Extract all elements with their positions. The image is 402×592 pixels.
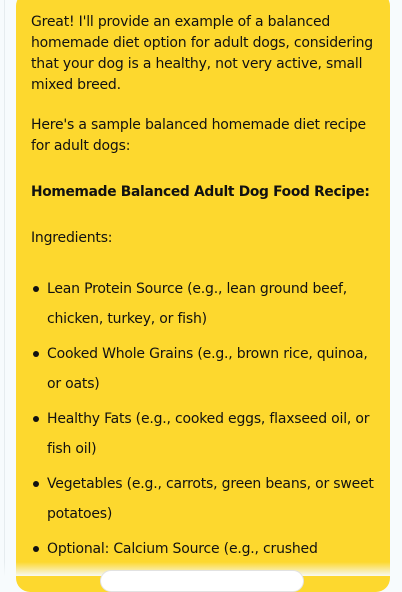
bullet-icon — [33, 351, 39, 357]
list-item — [31, 339, 376, 399]
ingredient-text: Cooked Whole Grains (e.g., brown rice, quinoa, or oats) — [47, 346, 368, 392]
scroll-to-bottom-button[interactable] — [100, 570, 304, 592]
list-item — [31, 404, 376, 464]
list-item — [31, 274, 376, 334]
list-item — [31, 534, 376, 564]
bullet-icon — [33, 481, 39, 487]
ingredient-text: Healthy Fats (e.g., cooked eggs, flaxseed oil, or fish oil) — [47, 411, 370, 457]
ingredient-text: Lean Protein Source (e.g., lean ground beef, chicken, turkey, or fish) — [47, 281, 347, 327]
assistant-message-bubble — [16, 0, 390, 592]
list-item — [31, 469, 376, 529]
ingredients-label: Ingredients: — [31, 230, 113, 246]
intro-paragraph: Great! I'll provide an example of a balanced homemade diet option for adult dogs, considering that your dog is a healthy, not very active, small mixed breed. — [31, 14, 373, 93]
ingredient-text: Optional: Calcium Source (e.g., crushed — [47, 541, 318, 557]
window-edge-divider — [4, 0, 5, 576]
ingredient-text: Vegetables (e.g., carrots, green beans, or sweet potatoes) — [47, 476, 374, 522]
bullet-icon — [33, 286, 39, 292]
ingredients-list — [31, 274, 376, 564]
recipe-heading: Homemade Balanced Adult Dog Food Recipe: — [31, 184, 370, 200]
sample-recipe-line: Here's a sample balanced homemade diet recipe for adult dogs: — [31, 117, 366, 154]
bullet-icon — [33, 546, 39, 552]
bullet-icon — [33, 416, 39, 422]
